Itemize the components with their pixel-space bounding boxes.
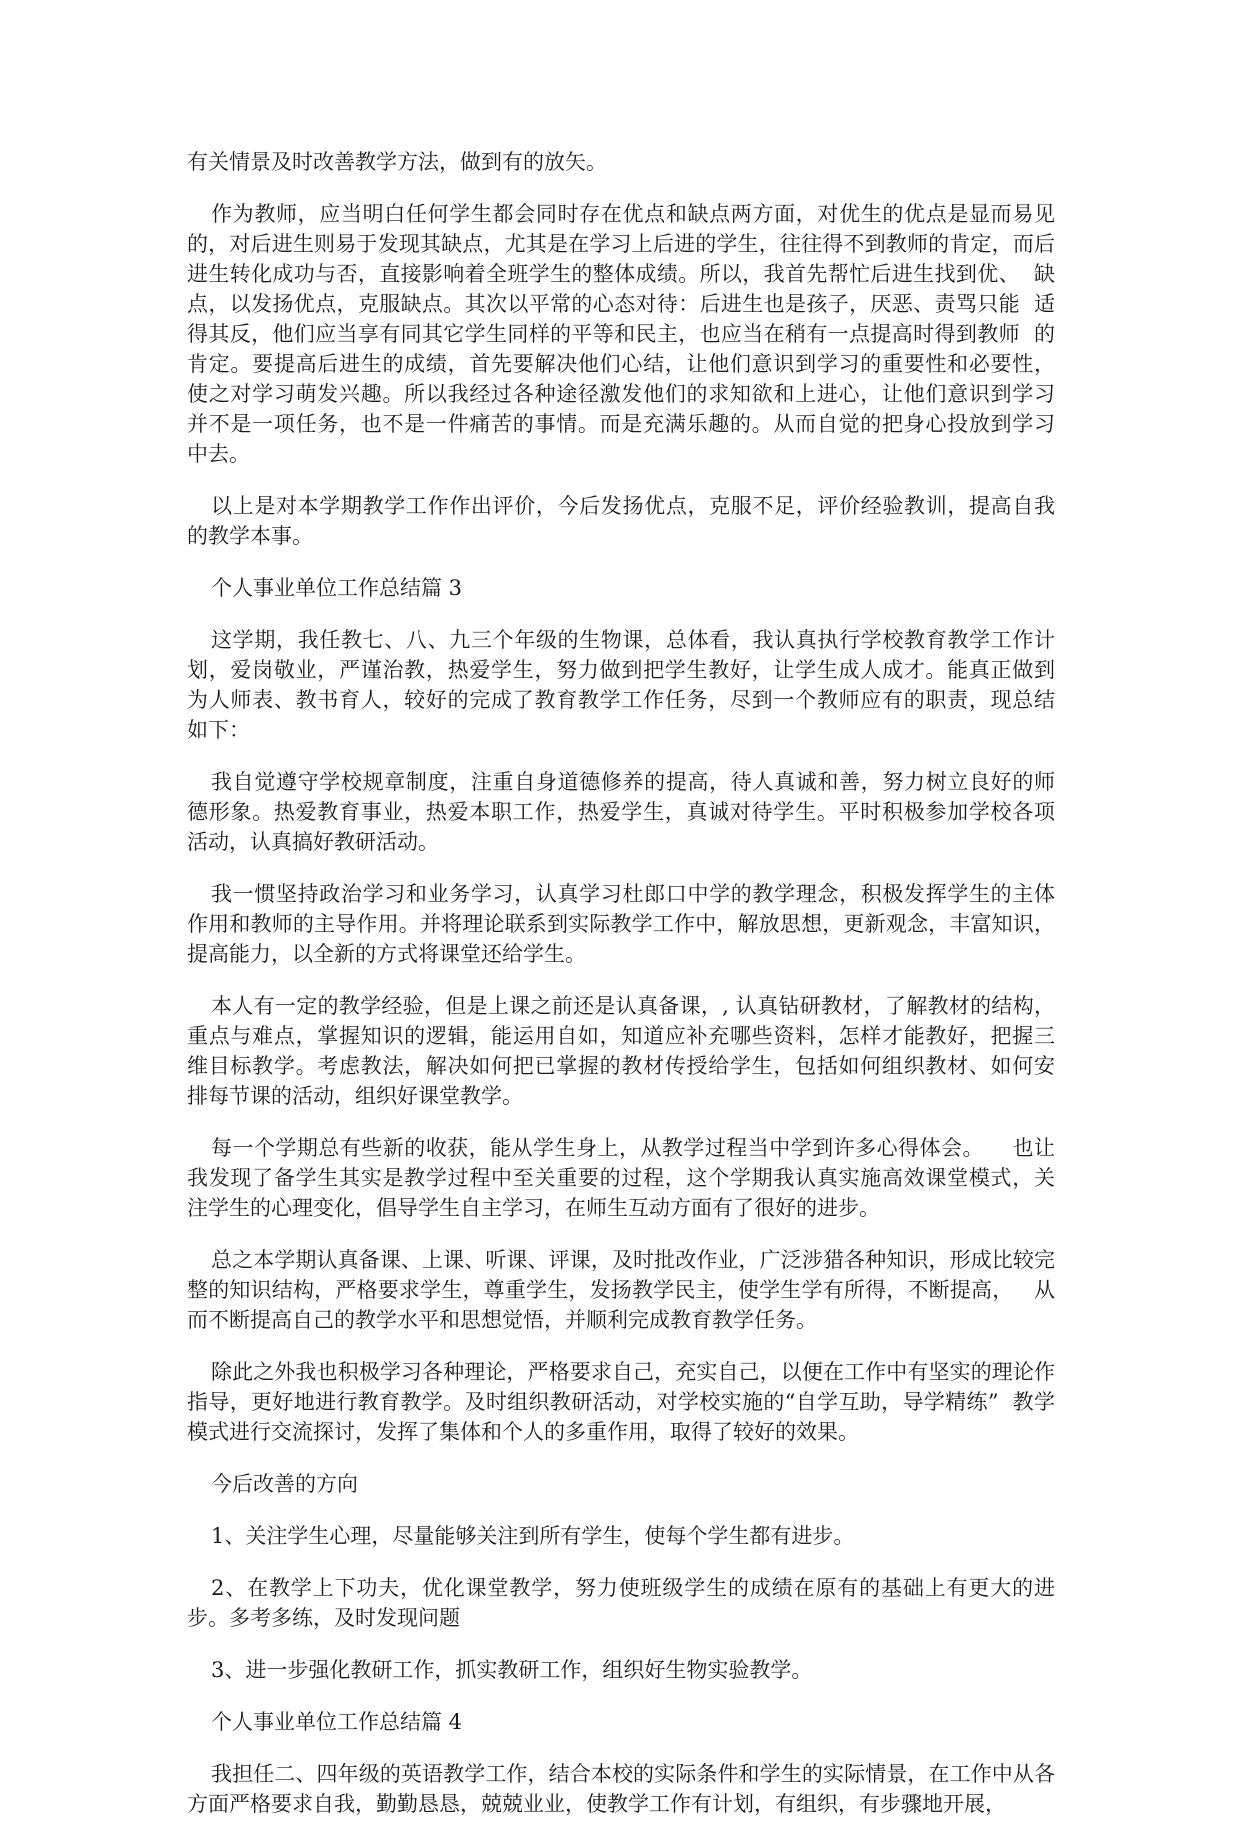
paragraph-11: 除此之外我也积极学习各种理论，严格要求自己，充实自己，以便在工作中有坚实的理论作指导，更好地进行教育教学。及时组织教研活动，对学校实施的“自学互助，导学精练” 教学模式进行交流探讨，发挥了集体和个人的多重作用，取得了较好的效果。 (187, 1360, 1055, 1444)
paragraph-8: 本人有一定的教学经验，但是上课之前还是认真备课，, 认真钻研教材，了解教材的结构，重点与难点，掌握知识的逻辑，能运用自如，知道应补充哪些资料，怎样才能教好，把握三 维目标教学。考虑教法，解决如何把已掌握的教材传授给学生，包括如何组织教材、如何安 排每节课的活动，组织好课堂教学。 (187, 994, 1069, 1108)
paragraph-5: 这学期，我任教七、八、九三个年级的生物课，总体看，我认真执行学校教育教学工作计 划，爱岗敬业，严谨治教，热爱学生，努力做到把学生教好，让学生成人成才。能真正做到 为人师表、教书育人，较好的完成了教育教学工作任务，尽到一个教师应有的职责，现总结 如下： (187, 628, 1069, 742)
paragraph-2: 作为教师，应当明白任何学生都会同时存在优点和缺点两方面，对优生的优点是显而易见的，对后进生则易于发现其缺点，尤其是在学习上后进的学生，往往得不到教师的肯定，而后进生转化成功与否，直接影响着全班学生的整体成绩。所以，我首先帮忙后进生找到优、 缺点，以发扬优点，克服缺点。其次以平常的心态对待：后进生也是孩子，厌恶、责骂只能 适得其反，他们应当享有同其它学生同样的平等和民主，也应当在稍有一点提高时得到教师 的肯定。要提高后进生的成绩，首先要解决他们心结，让他们意识到学习的重要性和必要性， 使之对学习萌发兴趣。所以我经过各种途径激发他们的求知欲和上进心，让他们意识到学习 并不是一项任务，也不是一件痛苦的事情。而是充满乐趣的。从而自觉的把身心投放到学习 中去。 (187, 202, 1082, 466)
section-heading-4: 个人事业单位工作总结篇 4 (211, 1710, 463, 1734)
paragraph-3: 以上是对本学期教学工作作出评价，今后发扬优点，克服不足，评价经验教训，提高自我 的教学本事。 (187, 494, 1069, 548)
paragraph-9: 每一个学期总有些新的收获，能从学生身上，从教学过程当中学到许多心得体会。 也让 我发现了备学生其实是教学过程中至关重要的过程，这个学期我认真实施高效课堂模式，关 注学生的心理变化，倡导学生自主学习，在师生互动方面有了很好的进步。 (187, 1136, 1069, 1220)
list-item-1: 1、关注学生心理，尽量能够关注到所有学生，使每个学生都有进步。 (211, 1524, 855, 1548)
paragraph-7: 我一惯坚持政治学习和业务学习，认真学习杜郎口中学的教学理念，积极发挥学生的主体 作用和教师的主导作用。并将理论联系到实际教学工作中，解放思想，更新观念，丰富知识， 提高能力，以全新的方式将课堂还给学生。 (187, 882, 1076, 966)
paragraph-1: 有关情景及时改善教学方法，做到有的放矢。 (187, 150, 607, 174)
paragraph-17: 我担任二、四年级的英语教学工作，结合本校的实际条件和学生的实际情景，在工作中从各方面严格要求自我，勤勤恳恳，兢兢业业，使教学工作有计划，有组织，有步骤地开展， (187, 1762, 1055, 1816)
section-heading-3: 个人事业单位工作总结篇 3 (211, 576, 463, 600)
paragraph-6: 我自觉遵守学校规章制度，注重自身道德修养的提高，待人真诚和善，努力树立良好的师 德形象。热爱教育事业，热爱本职工作，热爱学生，真诚对待学生。平时积极参加学校各项 活动，认真搞好教研活动。 (187, 770, 1069, 854)
list-item-3: 3、进一步强化教研工作，抓实教研工作，组织好生物实验教学。 (211, 1658, 813, 1682)
paragraph-10: 总之本学期认真备课、上课、听课、评课，及时批改作业，广泛涉猎各种知识，形成比较完整的知识结构，严格要求学生，尊重学生，发扬教学民主，使学生学有所得，不断提高， 从而不断提高自己的教学水平和思想觉悟，并顺利完成教育教学任务。 (187, 1248, 1055, 1332)
document-body (187, 147, 1082, 1841)
subheading-improvement: 今后改善的方向 (211, 1472, 358, 1496)
list-item-2: 2、在教学上下功夫，优化课堂教学，努力使班级学生的成绩在原有的基础上有更大的进 步。多考多练，及时发现问题 (187, 1576, 1069, 1630)
